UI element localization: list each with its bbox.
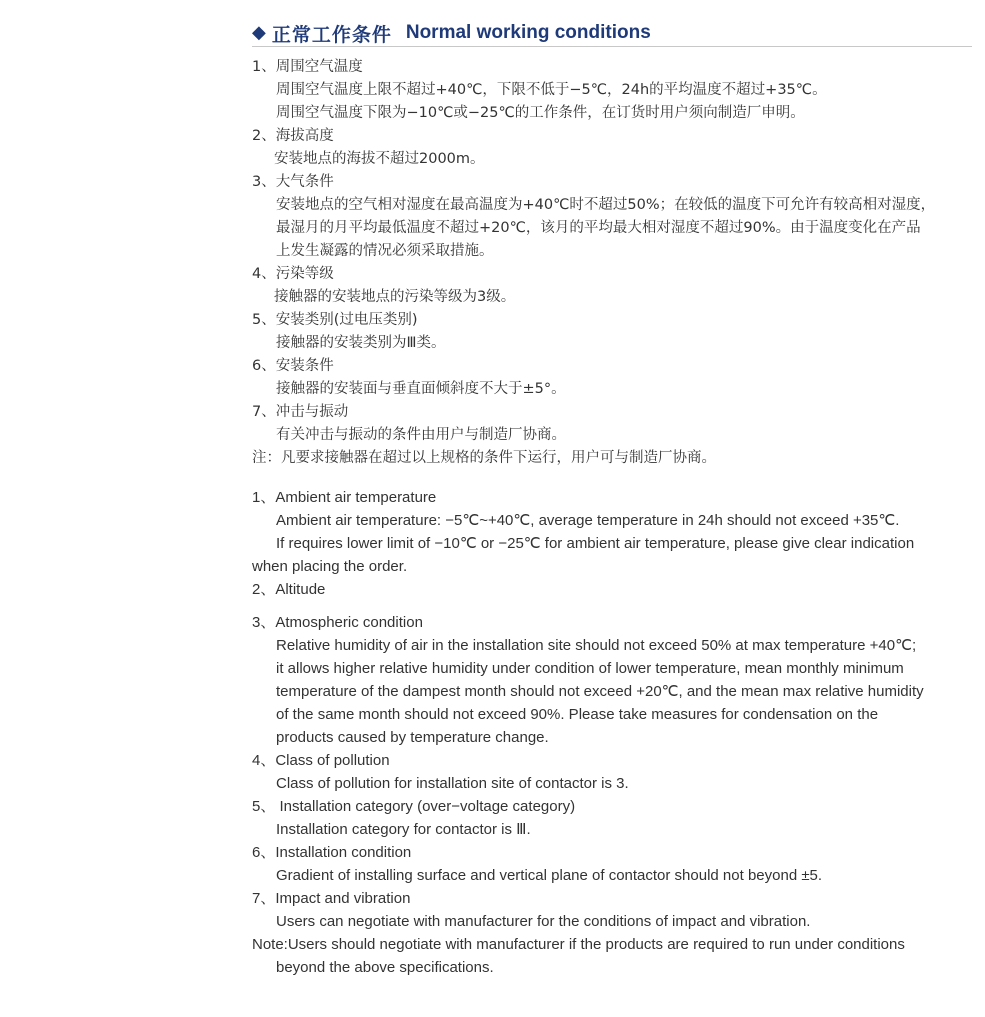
en-item-text: Class of pollution for installation site of contactor is 3. xyxy=(276,775,629,792)
en-item-text: temperature of the dampest month should not exceed +20℃, and the mean max relative humidity xyxy=(276,683,924,700)
en-item-title: 6、Installation condition xyxy=(252,844,412,861)
en-item-text: Ambient air temperature: −5℃~+40℃, average temperature in 24h should not exceed +35℃. xyxy=(276,512,900,529)
title-chinese: 正常工作条件 xyxy=(271,23,392,46)
en-item-text: Users can negotiate with manufacturer for the conditions of impact and vibration. xyxy=(276,913,811,930)
en-item-title: 7、Impact and vibration xyxy=(252,890,411,907)
chinese-conditions xyxy=(252,56,982,470)
cn-item-text: 安装地点的空气相对湿度在最高温度为+40℃时不超过50%；在较低的温度下可允许有较高相对湿度， xyxy=(276,197,936,213)
cn-item-title: 1、周围空气温度 xyxy=(252,59,363,75)
en-item-title: 4、Class of pollution xyxy=(252,752,390,769)
english-conditions xyxy=(252,486,982,979)
en-item-title: 2、Altitude xyxy=(252,581,326,598)
en-note-continuation: beyond the above specifications. xyxy=(276,959,494,976)
cn-item-text: 接触器的安装地点的污染等级为3级。 xyxy=(274,289,516,305)
cn-item-title: 3、大气条件 xyxy=(252,174,334,190)
spacer xyxy=(252,601,982,611)
en-item-text: Relative humidity of air in the installation site should not exceed 50% at max temperature +40℃; xyxy=(276,637,917,654)
en-item-text: when placing the order. xyxy=(252,558,408,575)
cn-item-title: 4、污染等级 xyxy=(252,266,334,282)
cn-item-text: 接触器的安装面与垂直面倾斜度不大于±5°。 xyxy=(276,381,566,397)
en-item-text: it allows higher relative humidity under condition of lower temperature, mean monthly minimum xyxy=(276,660,904,677)
en-item-text: Gradient of installing surface and vertical plane of contactor should not beyond ±5. xyxy=(276,867,823,884)
en-item-title: 1、Ambient air temperature xyxy=(252,489,437,506)
cn-item-text: 接触器的安装类别为Ⅲ类。 xyxy=(276,335,446,351)
en-item-text: Installation category for contactor is Ⅲ. xyxy=(276,821,531,838)
en-item-text: products caused by temperature change. xyxy=(276,729,549,746)
cn-item-title: 2、海拔高度 xyxy=(252,128,334,144)
en-item-title: 5、 Installation category (over−voltage category) xyxy=(252,798,576,815)
header-divider xyxy=(252,46,972,47)
cn-item-text: 安装地点的海拔不超过2000m。 xyxy=(274,151,485,167)
en-item-title: 3、Atmospheric condition xyxy=(252,614,423,631)
section-header xyxy=(252,18,972,48)
cn-item-title: 7、冲击与振动 xyxy=(252,404,349,420)
en-note: Note:Users should negotiate with manufacturer if the products are required to run under conditions xyxy=(252,936,905,953)
en-item-text: of the same month should not exceed 90%. Please take measures for condensation on the xyxy=(276,706,879,723)
cn-item-text: 有关冲击与振动的条件由用户与制造厂协商。 xyxy=(276,427,566,443)
cn-item-text: 周围空气温度上限不超过+40℃，下限不低于−5℃，24h的平均温度不超过+35℃。 xyxy=(276,82,827,98)
title-english: Normal working conditions xyxy=(405,22,651,43)
en-item-text: If requires lower limit of −10℃ or −25℃ for ambient air temperature, please give clear indication xyxy=(276,535,915,552)
header-row xyxy=(252,18,972,48)
cn-item-title: 5、安装类别(过电压类别) xyxy=(252,312,418,328)
diamond-bullet-icon: ◆ xyxy=(252,22,266,43)
cn-note: 注：凡要求接触器在超过以上规格的条件下运行，用户可与制造厂协商。 xyxy=(252,450,716,466)
cn-item-text: 最湿月的月平均最低温度不超过+20℃，该月的平均最大相对湿度不超过90%。由于温度变化在产品 xyxy=(276,220,921,236)
cn-item-title: 6、安装条件 xyxy=(252,358,334,374)
cn-item-text: 上发生凝露的情况必须采取措施。 xyxy=(276,243,494,259)
cn-item-text: 周围空气温度下限为−10℃或−25℃的工作条件，在订货时用户须向制造厂申明。 xyxy=(276,105,805,121)
